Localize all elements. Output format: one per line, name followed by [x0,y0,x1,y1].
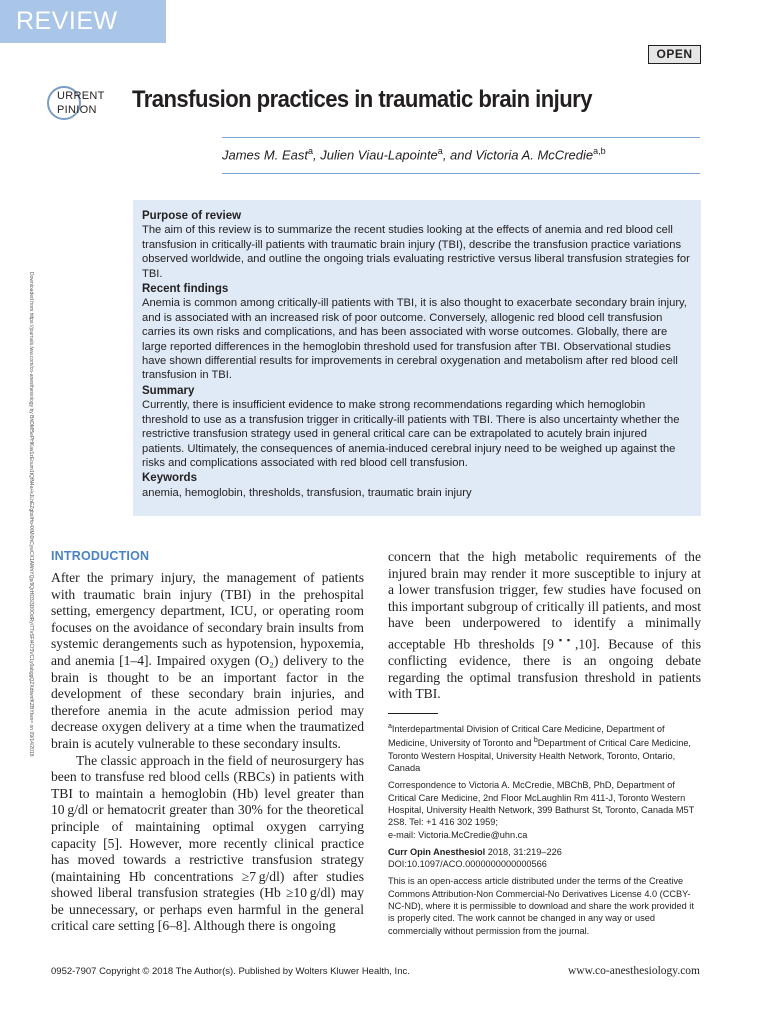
author-list [222,146,606,162]
body-paragraph [388,549,701,703]
affiliation-text [388,721,701,774]
doi: DOI:10.1097/ACO.0000000000000566 [388,859,547,870]
summary-heading: Summary [142,384,195,397]
author-separator: , and [442,147,476,163]
author-name: James M. East [222,147,308,163]
author-separator: , [312,147,321,163]
journal-citation [388,846,701,871]
body-text: concern that the high metabolic requirements of the injured brain may render it more susceptible to injury at a lower transfusion trigger, few studies have focused on this important subgroup of critically ill patients, and most have been underpowered to identify a minimally acceptable Hb thresholds [9 [388,549,701,652]
article-title: Transfusion practices in traumatic brain injury [132,86,592,113]
correspondence-email: e-mail: Victoria.McCredie@uhn.ca [388,829,528,840]
affiliation-marker: a [388,723,392,730]
author-affiliation: a [307,146,313,156]
purpose-text: The aim of this review is to summarize the recent studies looking at the effects of anemia and red blood cell transfusion in critically-ill patients with traumatic brain injury (TBI), describe the transfusion practice variations observed worldwide, and outline the ongoing trials evaluating restrictive versus liberal transfusion strategies for TBI. [142,224,690,280]
keywords-heading: Keywords [142,472,197,485]
journal-volume: 2018, 31:219–226 [485,846,562,857]
journal-url-footer: www.co-anesthesiology.com [567,965,700,977]
reference-marker: ▪▪ [553,634,575,645]
author-name: Victoria A. McCredie [475,147,594,163]
license-text: This is an open-access article distributed under the terms of the Creative Commons Attribution-Non Commercial-No Derivatives License 4.0 (CCBY-NC-ND), where it is permissible to download and share the work provided it is properly cited. The work cannot be changed in any way or used commercially without permission from the journal. [388,876,694,936]
copyright-footer: 0952-7907 Copyright © 2018 The Author(s). Published by Wolters Kluwer Health, Inc. [51,966,410,977]
current-opinion-logo [47,84,119,124]
logo-line-2: PINION [57,104,97,116]
download-notice: Downloaded from https://journals.lww.com/co-anesthesiology by BhDMf5ePHKav1zEoum1tQfN4a+kJLhEZgbsIHo4XMi0hCywCX1AWnYQp/IlQrHD3i3D0OdRyi7TvSFl4Cf3VC1y0abggQZXdtwnfKZBYtws= on 09/14/2018 [28,272,34,757]
correspondence-address: Correspondence to Victoria A. McCredie, MBChB, PhD, Department of Critical Care Medicine, 2nd Floor McLaughlin Rm 411-J, Toronto Western Hospital, University Health Network, 399 Bathurst St, Toronto, Canada M5T 2S8. Tel: +1 416 302 1959; [388,780,695,828]
body-column-right [388,549,701,703]
affiliations-block [388,721,701,942]
affiliation-a: Interdepartmental Division of Critical Care Medicine, Department of Medicine, University of Toronto and [388,724,665,749]
logo-line-1: URRENT [57,90,105,102]
correspondence-text [388,779,701,840]
summary-text: Currently, there is insufficient evidence to make strong recommendations regarding which hemoglobin threshold to use as a transfusion trigger in critically-ill patients with TBI. There is also uncertainty whether the restrictive transfusion strategy used in general critical care can be extrapolated to acutely brain injured patients. Ultimately, the consequences of anemia-induced cerebral injury need to be weighed up against the risks and complications associated with red blood cell transfusion. [142,399,680,469]
keywords-text: anemia, hemoglobin, thresholds, transfusion, traumatic brain injury [142,486,472,499]
section-tab: REVIEW [0,0,166,43]
introduction-heading: INTRODUCTION [51,549,150,563]
affiliation-b: Department of Critical Care Medicine, Toronto Western Hospital, University Health Network, Toronto, Ontario, Canada [388,738,691,774]
body-paragraph: The classic approach in the field of neurosurgery has been to transfuse red blood cells (RBCs) in patients with TBI to maintain a hemoglobin (Hb) level greater than 10 g/dl or hematocrit greater than 30% for the theoretical principle of maintaining optimal oxygen carrying capacity [5]. However, more recently clinical practice has moved towards a restrictive transfusion strategy (maintaining Hb concentrations ≥7 g/dl) after studies showed liberal transfusion strategies (Hb ≥10 g/dl) may be unnecessary, or perhaps even harmful in the general critical care setting [6–8]. Although there is ongoing [51,752,364,934]
open-access-badge: OPEN [648,45,701,64]
abstract-box [133,200,701,516]
journal-name: Curr Opin Anesthesiol [388,846,486,857]
author-affiliation: a,b [593,146,606,156]
body-paragraph: After the primary injury, the management of patients with traumatic brain injury (TBI) in the prehospital setting, emergency department, ICU, or operating room focuses on the avoidance of secondary brain insults from systemic derangements such as hypotension, hypoxemia, and anemia [1–4]. Impaired oxygen (O₂) delivery to the brain is thought to be an important factor in the development of these secondary brain injuries, and therefore anemia in the acute admission period may decrease oxygen delivery at a time when the traumatized brain is acutely vulnerable to these secondary insults. [51,570,364,751]
findings-text: Anemia is common among critically-ill patients with TBI, it is also thought to exacerbate secondary brain injury, and is associated with an increased risk of poor outcome. Conversely, allogenic red blood cell transfusion carries its own risks and complications, and has been associated with worse outcomes. Globally, there are large reported differences in the hemoglobin threshold used for transfusion after TBI. Observational studies have shown differential results for improvements in cerebral oxygenation and metabolism after red blood cell transfusion in TBI. [142,297,687,382]
title-divider [222,137,700,138]
body-column-left [51,570,364,935]
purpose-heading: Purpose of review [142,210,242,222]
author-name: Julien Viau-Lapointe [320,147,438,163]
authors-divider [222,173,700,174]
author-affiliation: a [437,146,443,156]
findings-heading: Recent findings [142,283,229,296]
affiliation-marker: b [533,737,538,745]
affiliation-divider [388,713,438,714]
body-text: ,10]. Because of this conflicting evidence, there is an ongoing debate regarding the optimal transfusion threshold in patients with TBI. [388,636,701,702]
